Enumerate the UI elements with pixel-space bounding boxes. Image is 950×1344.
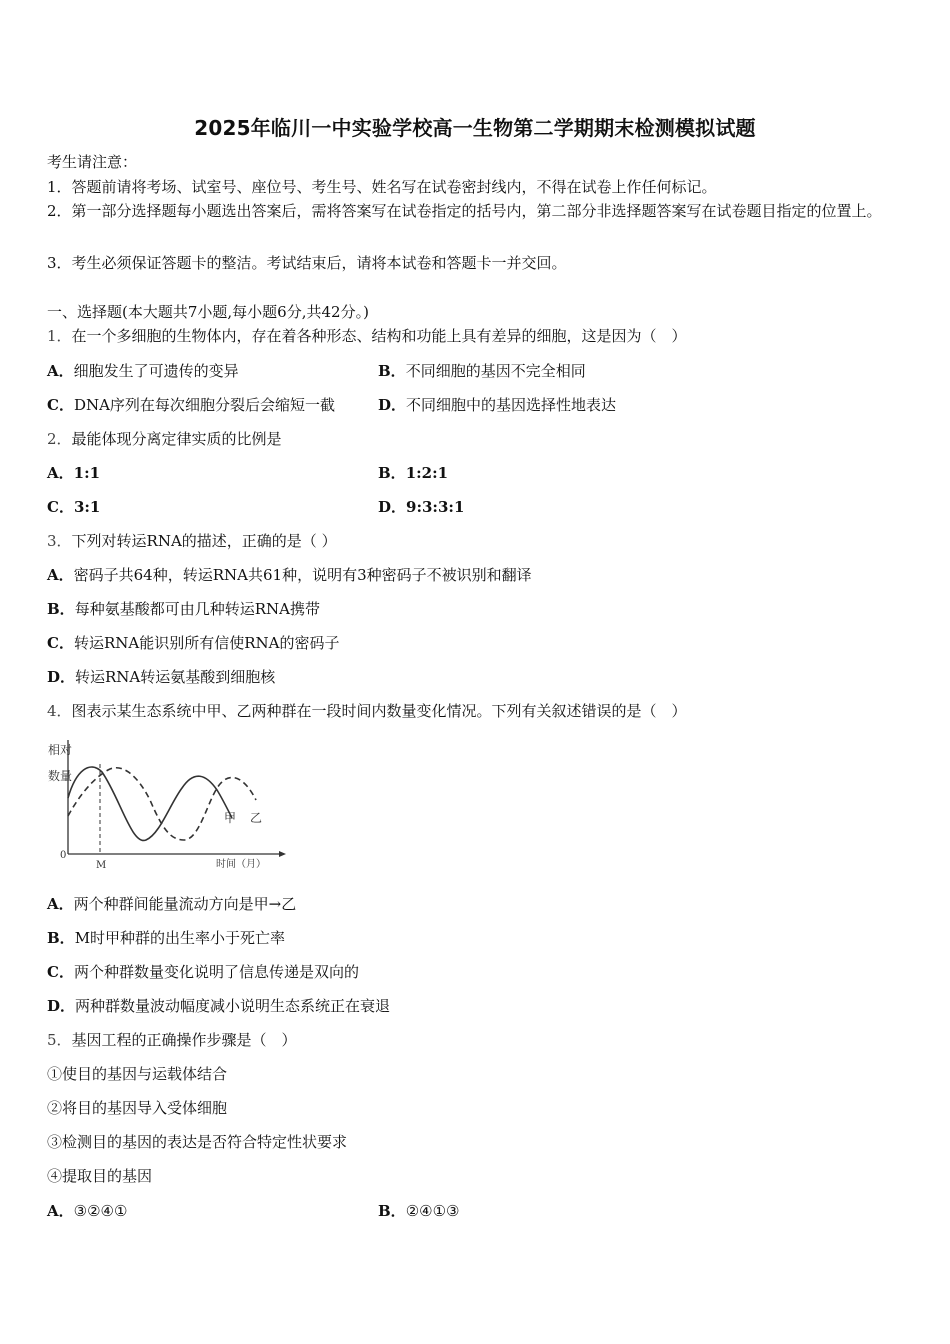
option-label: B． <box>378 362 406 380</box>
x-axis-label: 时间（月） <box>216 859 266 870</box>
option-label: D． <box>378 498 407 516</box>
question-4 <box>47 701 687 721</box>
y-axis-label-line2 <box>48 768 72 783</box>
option-label: A． <box>47 895 74 913</box>
x-axis-arrow <box>279 851 286 857</box>
option-label: A． <box>47 362 74 380</box>
option-label: A． <box>47 464 74 482</box>
notice-item-2: 2．第一部分选择题每小题选出答案后，需将答案写在试卷指定的括号内，第二部分非选择题答案写在试卷题目指定的位置上。 <box>47 202 882 220</box>
option-label: C． <box>47 634 74 652</box>
q3-option-d[interactable] <box>47 667 275 687</box>
series-yi-line <box>68 768 256 840</box>
page-title: 2025年临川一中实验学校高一生物第二学期期末检测模拟试题 <box>194 116 756 140</box>
question-2 <box>47 429 282 449</box>
q5-step-1: ①使目的基因与运载体结合 <box>47 1065 228 1083</box>
question-stem: 在一个多细胞的生物体内，存在着各种形态、结构和功能上具有差异的细胞，这是因为（ ） <box>71 327 687 345</box>
option-text: 1:2:1 <box>405 464 449 482</box>
option-label: D． <box>378 396 407 414</box>
q3-option-c[interactable] <box>47 633 339 653</box>
option-text: ②④①③ <box>405 1202 460 1220</box>
q5-step-2: ②将目的基因导入受体细胞 <box>47 1099 228 1117</box>
question-number: 2． <box>47 430 72 448</box>
option-label: B． <box>47 600 75 618</box>
question-number: 1． <box>47 327 72 345</box>
q1-option-d[interactable] <box>378 395 616 415</box>
q5-step-3: ③检测目的基因的表达是否符合特定性状要求 <box>47 1133 348 1151</box>
question-stem: 基因工程的正确操作步骤是（ ） <box>71 1031 297 1049</box>
series-jia-label: 甲 <box>224 811 237 825</box>
option-text: 不同细胞的基因不完全相同 <box>405 362 586 380</box>
option-label: B． <box>378 464 406 482</box>
option-label: C． <box>47 498 74 516</box>
q4-option-a[interactable] <box>47 894 296 914</box>
option-text: ③②④① <box>73 1202 128 1220</box>
q2-option-c[interactable] <box>47 497 100 517</box>
q5-option-b[interactable] <box>378 1201 459 1221</box>
q1-option-c[interactable] <box>47 395 335 415</box>
option-label: B． <box>47 929 75 947</box>
option-text: 9:3:3:1 <box>406 498 465 516</box>
q2-option-b[interactable] <box>378 463 448 483</box>
q2-option-d[interactable] <box>378 497 464 517</box>
question-1 <box>47 326 687 346</box>
option-text: 两个种群间能量流动方向是甲→乙 <box>73 895 297 913</box>
option-label: C． <box>47 396 74 414</box>
option-text: 转运RNA能识别所有信使RNA的密码子 <box>73 634 340 652</box>
section-heading: 一、选择题(本大题共7小题,每小题6分,共42分。) <box>47 303 369 321</box>
option-text: DNA序列在每次细胞分裂后会缩短一截 <box>73 396 335 414</box>
q4-option-d[interactable] <box>47 996 390 1016</box>
y-axis-label-part: 相对 <box>48 743 73 757</box>
notice-heading: 考生请注意： <box>47 153 138 171</box>
q2-option-a[interactable] <box>47 463 100 483</box>
notice-item-3: 3．考生必须保证答题卡的整洁。考试结束后，请将本试卷和答题卡一并交回。 <box>47 254 567 272</box>
q3-option-b[interactable] <box>47 599 320 619</box>
option-label: B． <box>378 1202 406 1220</box>
population-chart <box>42 736 294 876</box>
question-5 <box>47 1030 297 1050</box>
series-yi-label: 乙 <box>250 811 263 825</box>
question-number: 5． <box>47 1031 72 1049</box>
option-text: 转运RNA转运氨基酸到细胞核 <box>75 668 276 686</box>
q4-option-c[interactable] <box>47 962 359 982</box>
option-label: A． <box>47 1202 74 1220</box>
y-axis-label-part: 数量 <box>48 769 73 783</box>
q1-option-a[interactable] <box>47 361 239 381</box>
option-text: 不同细胞中的基因选择性地表达 <box>406 396 617 414</box>
option-label: D． <box>47 997 76 1015</box>
option-text: 密码子共64种，转运RNA共61种，说明有3种密码子不被识别和翻译 <box>73 566 532 584</box>
q1-option-b[interactable] <box>378 361 586 381</box>
option-text: 两种群数量波动幅度减小说明生态系统正在衰退 <box>75 997 391 1015</box>
q4-option-b[interactable] <box>47 928 285 948</box>
y-axis-label-line1 <box>48 742 72 757</box>
option-text: 两个种群数量变化说明了信息传递是双向的 <box>73 963 359 981</box>
question-number: 4． <box>47 702 72 720</box>
question-number: 3． <box>47 532 72 550</box>
question-3 <box>47 531 337 551</box>
q3-option-a[interactable] <box>47 565 532 585</box>
option-text: 1:1 <box>73 464 101 482</box>
notice-item-1: 1．答题前请将考场、试室号、座位号、考生号、姓名写在试卷密封线内，不得在试卷上作任何标记。 <box>47 178 717 196</box>
option-text: 细胞发生了可遗传的变异 <box>73 362 239 380</box>
m-label: M <box>96 860 107 871</box>
option-text: 每种氨基酸都可由几种转运RNA携带 <box>74 600 320 618</box>
option-text: M时甲种群的出生率小于死亡率 <box>74 929 286 947</box>
q5-step-4: ④提取目的基因 <box>47 1167 153 1185</box>
option-text: 3:1 <box>73 498 101 516</box>
series-jia-line <box>68 767 232 841</box>
option-label: D． <box>47 668 76 686</box>
question-stem: 图表示某生态系统中甲、乙两种群在一段时间内数量变化情况。下列有关叙述错误的是（ ） <box>71 702 687 720</box>
option-label: C． <box>47 963 74 981</box>
q5-option-a[interactable] <box>47 1201 127 1221</box>
option-label: A． <box>47 566 74 584</box>
question-stem: 最能体现分离定律实质的比例是 <box>71 430 282 448</box>
question-stem: 下列对转运RNA的描述，正确的是（ ） <box>71 532 337 550</box>
origin-label: 0 <box>60 850 67 861</box>
